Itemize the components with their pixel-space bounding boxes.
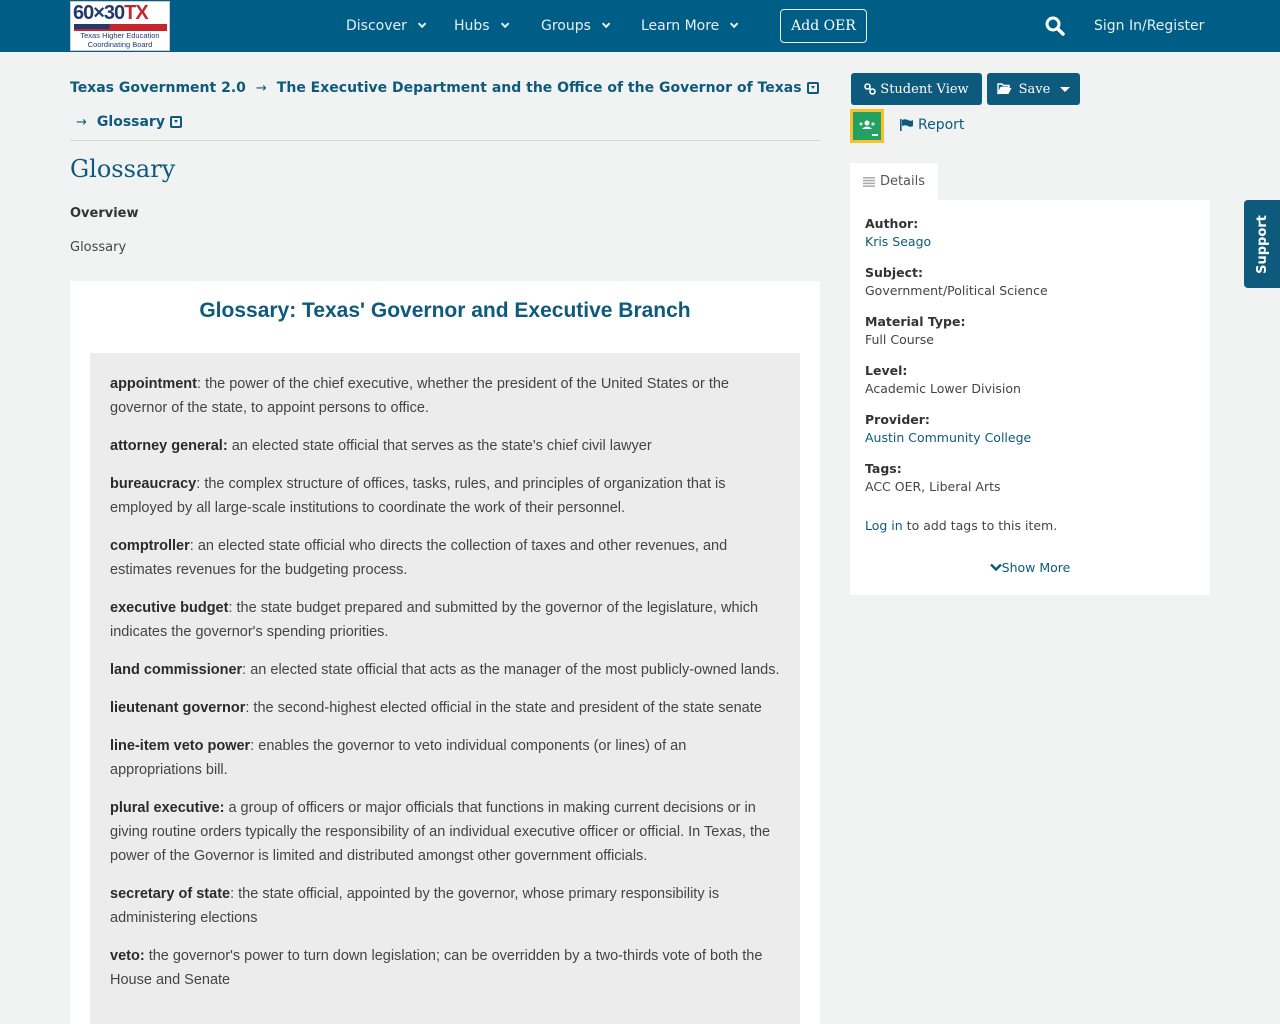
support-label: Support: [1254, 214, 1270, 274]
details-panel: [850, 200, 1210, 595]
caret-down-icon: [1060, 87, 1070, 92]
student-view-button[interactable]: [851, 73, 982, 105]
chevron-down-icon: [990, 563, 1002, 572]
nav-label: Discover: [346, 18, 407, 34]
sign-in-register-link[interactable]: Sign In/Register: [1094, 18, 1205, 34]
overview-text: Glossary: [70, 240, 127, 255]
report-link[interactable]: [900, 117, 964, 133]
term-name: bureaucracy: [110, 476, 197, 492]
field-tags: [865, 460, 1001, 496]
provider-link[interactable]: Austin Community College: [865, 430, 1032, 445]
author-link[interactable]: Kris Seago: [865, 234, 932, 249]
save-label: Save: [1018, 81, 1051, 97]
breadcrumb-item-current[interactable]: Glossary: [96, 114, 165, 130]
term-definition: the second-highest elected official in the state and president of the state senate: [253, 700, 762, 716]
term-definition: the state official, appointed by the governor, whose primary responsibility is administering elections: [110, 886, 720, 926]
google-classroom-button[interactable]: [850, 109, 884, 143]
dropdown-toggle-icon[interactable]: [170, 116, 182, 128]
term-sep: :: [196, 476, 205, 492]
student-view-label: Student View: [880, 81, 969, 97]
overview-heading: Overview: [70, 206, 139, 221]
glossary-term: [110, 658, 780, 682]
glossary-term: [110, 796, 780, 868]
breadcrumb-separator: →: [76, 114, 87, 130]
login-suffix: to add tags to this item.: [902, 518, 1058, 533]
term-definition: an elected state official that acts as the manager of the most publicly-owned lands.: [250, 662, 780, 678]
term-name: lieutenant governor: [110, 700, 246, 716]
term-definition: a group of officers or major officials that functions in making current decisions or in giving routine orders typically the responsibility of an individual executive officer or official. In Texas, the power of the Governor is limited and distributed amongst other government officials.: [110, 800, 771, 864]
chevron-down-icon: [730, 20, 738, 28]
nav-label: Hubs: [454, 18, 490, 34]
field-value: Government/Political Science: [865, 283, 1048, 298]
term-sep: :: [242, 662, 251, 678]
field-label: Author:: [865, 216, 919, 231]
tab-details-label: Details: [879, 174, 926, 189]
logo-text: 60×30: [73, 2, 125, 24]
nav-groups[interactable]: [541, 0, 607, 52]
show-more-button[interactable]: [850, 560, 1210, 575]
flag-icon: [900, 119, 914, 131]
search-icon[interactable]: [1045, 16, 1065, 36]
field-value: ACC OER, Liberal Arts: [865, 479, 1001, 494]
term-name: executive budget: [110, 600, 229, 616]
term-definition: the state budget prepared and submitted by the governor of the legislature, which indicates the governor's spending priorities.: [110, 600, 759, 640]
term-definition: the complex structure of offices, tasks, rules, and principles of organization that is employed by all large-scale institutions to coordinate the work of their personnel.: [110, 476, 726, 516]
term-name: appointment: [110, 376, 197, 392]
term-definition: an elected state official that serves as the state's chief civil lawyer: [231, 438, 652, 454]
list-icon: [863, 177, 875, 187]
term-sep: :: [228, 600, 237, 616]
logo-line3: Coordinating Board: [87, 40, 153, 49]
field-subject: [865, 264, 1048, 300]
field-level: [865, 362, 1021, 398]
link-icon: [864, 83, 876, 95]
breadcrumb: [70, 78, 820, 130]
term-sep: :: [197, 376, 206, 392]
term-sep: :: [189, 538, 198, 554]
glossary-term: [110, 434, 780, 458]
term-name: attorney general:: [110, 438, 228, 454]
glossary-term: [110, 696, 780, 720]
field-label: Level:: [865, 363, 908, 378]
chevron-down-icon: [418, 20, 426, 28]
chevron-down-icon: [602, 20, 610, 28]
save-button[interactable]: [987, 73, 1080, 105]
glossary-term: [110, 944, 780, 992]
term-definition: an elected state official who directs the collection of taxes and other revenues, and estimates revenues for the budgeting process.: [110, 538, 728, 578]
nav-hubs[interactable]: [454, 0, 506, 52]
logo-subtitle: [71, 31, 169, 49]
chevron-down-icon: [500, 20, 508, 28]
top-navbar: [0, 0, 1280, 52]
nav-label: Learn More: [641, 18, 720, 34]
glossary-term: [110, 472, 780, 520]
glossary-title: Glossary: Texas' Governor and Executive Branch: [199, 299, 691, 322]
glossary-term: [110, 734, 780, 782]
dropdown-toggle-icon[interactable]: [807, 82, 819, 94]
logo-accent: TX: [124, 2, 148, 24]
field-value: Full Course: [865, 332, 934, 347]
term-name: veto:: [110, 948, 145, 964]
folder-open-icon: [997, 83, 1012, 95]
term-name: land commissioner: [110, 662, 243, 678]
term-name: plural executive:: [110, 800, 225, 816]
site-logo[interactable]: [70, 1, 170, 51]
term-name: secretary of state: [110, 886, 231, 902]
login-to-tag-text: [865, 518, 1057, 533]
term-sep: :: [245, 700, 254, 716]
term-name: line-item veto power: [110, 738, 251, 754]
glossary-term: [110, 372, 780, 420]
tab-details[interactable]: [850, 163, 938, 200]
glossary-term: [110, 596, 780, 644]
login-link[interactable]: Log in: [865, 518, 903, 533]
page-title: Glossary: [70, 155, 176, 183]
support-tab[interactable]: [1244, 200, 1280, 288]
glossary-term: [110, 534, 780, 582]
field-label: Material Type:: [865, 314, 966, 329]
field-label: Provider:: [865, 412, 930, 427]
content-card: [70, 281, 820, 1024]
nav-discover[interactable]: [346, 0, 423, 52]
term-name: comptroller: [110, 538, 190, 554]
term-definition: the power of the chief executive, whether the president of the United States or the governor of the state, to appoint persons to office.: [110, 376, 729, 416]
logo-line2: Texas Higher Education: [80, 31, 160, 40]
show-more-label: Show More: [1001, 560, 1071, 575]
breadcrumb-item-section[interactable]: The Executive Department and the Office of the Governor of Texas: [276, 80, 802, 96]
field-provider: [865, 411, 1031, 447]
divider: [70, 140, 820, 141]
add-oer-button[interactable]: Add OER: [780, 9, 867, 43]
term-sep: :: [230, 886, 239, 902]
nav-label: Groups: [541, 18, 591, 34]
field-author: [865, 215, 931, 251]
term-definition: the governor's power to turn down legislation; can be overridden by a two-thirds vote of both the House and Senate: [110, 948, 763, 988]
field-value: Academic Lower Division: [865, 381, 1021, 396]
term-sep: :: [250, 738, 259, 754]
field-material-type: [865, 313, 965, 349]
term-definition: enables the governor to veto individual components (or lines) of an appropriations bill.: [110, 738, 687, 778]
nav-learn-more[interactable]: [641, 0, 735, 52]
breadcrumb-item-course[interactable]: Texas Government 2.0: [70, 80, 246, 96]
field-label: Tags:: [865, 461, 902, 476]
breadcrumb-separator: →: [255, 80, 267, 96]
report-label: Report: [918, 117, 965, 133]
google-classroom-icon: [853, 112, 881, 140]
field-label: Subject:: [865, 265, 923, 280]
glossary-list: [90, 353, 800, 1024]
glossary-term: [110, 882, 780, 930]
